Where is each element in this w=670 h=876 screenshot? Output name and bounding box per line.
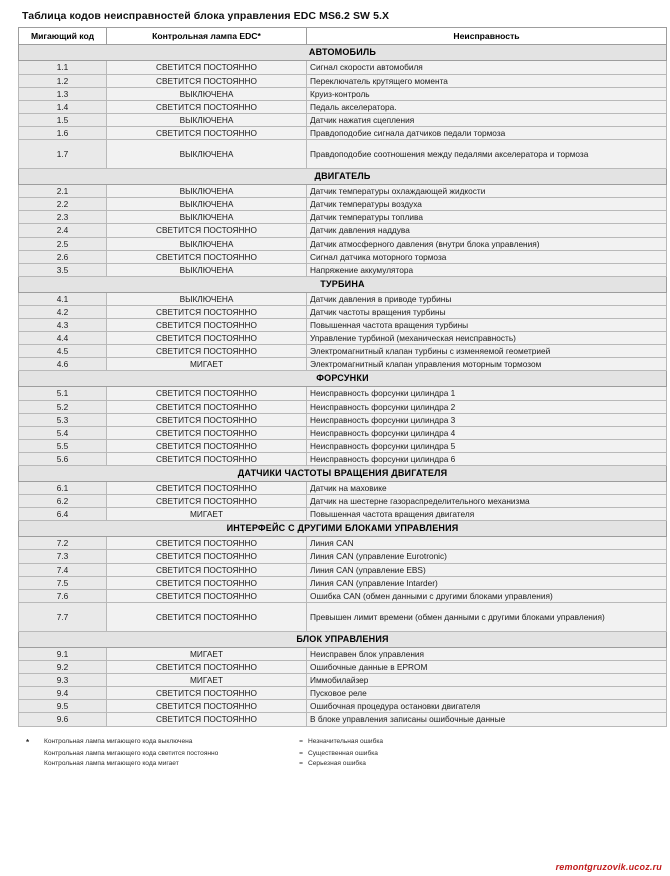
cell-fault: Неисправность форсунки цилиндра 4 xyxy=(307,426,667,439)
cell-fault: Датчик частоты вращения турбины xyxy=(307,305,667,318)
table-row xyxy=(19,713,667,726)
table-row xyxy=(19,452,667,465)
column-header-code: Мигающий код xyxy=(19,28,107,45)
cell-lamp: СВЕТИТСЯ ПОСТОЯННО xyxy=(107,700,307,713)
table-row xyxy=(19,358,667,371)
cell-code: 9.2 xyxy=(19,660,107,673)
cell-lamp: ВЫКЛЮЧЕНА xyxy=(107,198,307,211)
cell-code: 4.2 xyxy=(19,305,107,318)
table-row xyxy=(19,127,667,140)
cell-fault: Датчик атмосферного давления (внутри блока управления) xyxy=(307,237,667,250)
cell-lamp: СВЕТИТСЯ ПОСТОЯННО xyxy=(107,100,307,113)
cell-lamp: ВЫКЛЮЧЕНА xyxy=(107,113,307,126)
legend-marker: * xyxy=(26,737,30,747)
cell-lamp: ВЫКЛЮЧЕНА xyxy=(107,211,307,224)
cell-lamp: СВЕТИТСЯ ПОСТОЯННО xyxy=(107,305,307,318)
table-row xyxy=(19,413,667,426)
cell-lamp: СВЕТИТСЯ ПОСТОЯННО xyxy=(107,660,307,673)
cell-fault: Электромагнитный клапан турбины с изменяемой геометрией xyxy=(307,345,667,358)
cell-fault: Датчик температуры воздуха xyxy=(307,198,667,211)
cell-code: 9.3 xyxy=(19,674,107,687)
cell-lamp: СВЕТИТСЯ ПОСТОЯННО xyxy=(107,687,307,700)
column-header-fault: Неисправность xyxy=(307,28,667,45)
cell-fault: Сигнал датчика моторного тормоза xyxy=(307,250,667,263)
cell-code: 2.5 xyxy=(19,237,107,250)
legend-left-text: Контрольная лампа мигающего кода мигает xyxy=(44,760,179,768)
cell-code: 7.5 xyxy=(19,576,107,589)
legend-row xyxy=(26,749,660,759)
table-row xyxy=(19,100,667,113)
cell-lamp: СВЕТИТСЯ ПОСТОЯННО xyxy=(107,127,307,140)
cell-code: 4.6 xyxy=(19,358,107,371)
table-row xyxy=(19,185,667,198)
table-row xyxy=(19,292,667,305)
cell-lamp: МИГАЕТ xyxy=(107,647,307,660)
cell-fault: Неисправность форсунки цилиндра 1 xyxy=(307,387,667,400)
cell-lamp: СВЕТИТСЯ ПОСТОЯННО xyxy=(107,224,307,237)
section-label: ДВИГАТЕЛЬ xyxy=(19,169,667,185)
cell-lamp: СВЕТИТСЯ ПОСТОЯННО xyxy=(107,387,307,400)
cell-fault: Неисправность форсунки цилиндра 6 xyxy=(307,452,667,465)
cell-code: 6.1 xyxy=(19,482,107,495)
cell-lamp: МИГАЕТ xyxy=(107,508,307,521)
table-row xyxy=(19,319,667,332)
section-label: БЛОК УПРАВЛЕНИЯ xyxy=(19,631,667,647)
table-row xyxy=(19,74,667,87)
cell-fault: Неисправен блок управления xyxy=(307,647,667,660)
watermark: remontgruzovik.ucoz.ru xyxy=(555,862,662,872)
cell-lamp: СВЕТИТСЯ ПОСТОЯННО xyxy=(107,74,307,87)
cell-lamp: СВЕТИТСЯ ПОСТОЯННО xyxy=(107,576,307,589)
cell-code: 2.3 xyxy=(19,211,107,224)
table-section-row xyxy=(19,371,667,387)
table-row xyxy=(19,332,667,345)
legend-left-text: Контрольная лампа мигающего кода светится постоянно xyxy=(44,749,219,757)
cell-fault: Линия CAN (управление Intarder) xyxy=(307,576,667,589)
cell-fault: Неисправность форсунки цилиндра 3 xyxy=(307,413,667,426)
cell-code: 1.2 xyxy=(19,74,107,87)
cell-lamp: ВЫКЛЮЧЕНА xyxy=(107,87,307,100)
cell-code: 1.7 xyxy=(19,140,107,169)
table-section-row xyxy=(19,276,667,292)
cell-fault: Неисправность форсунки цилиндра 5 xyxy=(307,439,667,452)
cell-lamp: СВЕТИТСЯ ПОСТОЯННО xyxy=(107,332,307,345)
cell-code: 2.4 xyxy=(19,224,107,237)
section-label: ДАТЧИКИ ЧАСТОТЫ ВРАЩЕНИЯ ДВИГАТЕЛЯ xyxy=(19,466,667,482)
table-row xyxy=(19,482,667,495)
cell-fault: Электромагнитный клапан управления моторным тормозом xyxy=(307,358,667,371)
cell-code: 2.1 xyxy=(19,185,107,198)
cell-fault: Напряжение аккумулятора xyxy=(307,263,667,276)
legend-right-text: Серьезная ошибка xyxy=(308,760,366,768)
cell-fault: Датчик температуры топлива xyxy=(307,211,667,224)
table-row xyxy=(19,250,667,263)
table-row xyxy=(19,140,667,169)
table-section-row xyxy=(19,169,667,185)
cell-code: 4.1 xyxy=(19,292,107,305)
cell-code: 7.2 xyxy=(19,537,107,550)
cell-code: 5.1 xyxy=(19,387,107,400)
legend xyxy=(26,737,660,770)
cell-lamp: СВЕТИТСЯ ПОСТОЯННО xyxy=(107,602,307,631)
cell-fault: Датчик на маховике xyxy=(307,482,667,495)
cell-fault: Линия CAN (управление Eurotronic) xyxy=(307,550,667,563)
cell-fault: Пусковое реле xyxy=(307,687,667,700)
cell-code: 7.3 xyxy=(19,550,107,563)
table-row xyxy=(19,198,667,211)
cell-code: 1.1 xyxy=(19,61,107,74)
table-row xyxy=(19,700,667,713)
table-row xyxy=(19,113,667,126)
cell-code: 4.5 xyxy=(19,345,107,358)
cell-fault: Датчик нажатия сцепления xyxy=(307,113,667,126)
table-row xyxy=(19,237,667,250)
legend-right-text: Незначительная ошибка xyxy=(308,737,384,745)
table-row xyxy=(19,576,667,589)
table-row xyxy=(19,687,667,700)
table-row xyxy=(19,537,667,550)
table-row xyxy=(19,508,667,521)
cell-lamp: СВЕТИТСЯ ПОСТОЯННО xyxy=(107,713,307,726)
cell-lamp: СВЕТИТСЯ ПОСТОЯННО xyxy=(107,589,307,602)
table-row xyxy=(19,563,667,576)
cell-code: 9.1 xyxy=(19,647,107,660)
cell-fault: Иммобилайзер xyxy=(307,674,667,687)
cell-fault: Линия CAN xyxy=(307,537,667,550)
section-label: ТУРБИНА xyxy=(19,276,667,292)
table-row xyxy=(19,602,667,631)
cell-fault: Датчик температуры охлаждающей жидкости xyxy=(307,185,667,198)
cell-fault: Превышен лимит времени (обмен данными с другими блоками управления) xyxy=(307,602,667,631)
cell-fault: Неисправность форсунки цилиндра 2 xyxy=(307,400,667,413)
cell-lamp: СВЕТИТСЯ ПОСТОЯННО xyxy=(107,452,307,465)
table-row xyxy=(19,400,667,413)
legend-row xyxy=(26,759,660,769)
cell-fault: Датчик давления наддува xyxy=(307,224,667,237)
cell-code: 5.5 xyxy=(19,439,107,452)
cell-code: 1.5 xyxy=(19,113,107,126)
table-row xyxy=(19,589,667,602)
table-row xyxy=(19,345,667,358)
cell-lamp: СВЕТИТСЯ ПОСТОЯННО xyxy=(107,319,307,332)
legend-equals: = xyxy=(299,760,303,768)
cell-code: 5.6 xyxy=(19,452,107,465)
table-row xyxy=(19,87,667,100)
cell-fault: Ошибочные данные в EPROM xyxy=(307,660,667,673)
cell-fault: Круиз-контроль xyxy=(307,87,667,100)
table-section-row xyxy=(19,521,667,537)
cell-lamp: СВЕТИТСЯ ПОСТОЯННО xyxy=(107,439,307,452)
legend-right-text: Существенная ошибка xyxy=(308,749,378,757)
cell-lamp: ВЫКЛЮЧЕНА xyxy=(107,237,307,250)
table-section-row xyxy=(19,466,667,482)
cell-code: 1.6 xyxy=(19,127,107,140)
cell-lamp: СВЕТИТСЯ ПОСТОЯННО xyxy=(107,61,307,74)
cell-code: 2.2 xyxy=(19,198,107,211)
cell-fault: В блоке управления записаны ошибочные данные xyxy=(307,713,667,726)
cell-lamp: СВЕТИТСЯ ПОСТОЯННО xyxy=(107,563,307,576)
table-row xyxy=(19,439,667,452)
cell-code: 9.4 xyxy=(19,687,107,700)
table-section-row xyxy=(19,631,667,647)
cell-fault: Правдоподобие соотношения между педалями акселератора и тормоза xyxy=(307,140,667,169)
table-row xyxy=(19,660,667,673)
cell-lamp: ВЫКЛЮЧЕНА xyxy=(107,292,307,305)
table-row xyxy=(19,495,667,508)
cell-code: 1.3 xyxy=(19,87,107,100)
cell-lamp: СВЕТИТСЯ ПОСТОЯННО xyxy=(107,345,307,358)
cell-lamp: ВЫКЛЮЧЕНА xyxy=(107,185,307,198)
cell-fault: Сигнал скорости автомобиля xyxy=(307,61,667,74)
section-label: АВТОМОБИЛЬ xyxy=(19,45,667,61)
cell-fault: Ошибочная процедура остановки двигателя xyxy=(307,700,667,713)
cell-fault: Датчик на шестерне газораспределительного механизма xyxy=(307,495,667,508)
cell-lamp: СВЕТИТСЯ ПОСТОЯННО xyxy=(107,482,307,495)
cell-lamp: МИГАЕТ xyxy=(107,358,307,371)
cell-fault: Управление турбиной (механическая неисправность) xyxy=(307,332,667,345)
cell-code: 3.5 xyxy=(19,263,107,276)
legend-left-text: Контрольная лампа мигающего кода выключена xyxy=(44,737,193,745)
legend-equals: = xyxy=(299,737,303,745)
table-header-row xyxy=(19,28,667,45)
cell-lamp: СВЕТИТСЯ ПОСТОЯННО xyxy=(107,550,307,563)
legend-equals: = xyxy=(299,749,303,757)
cell-fault: Повышенная частота вращения двигателя xyxy=(307,508,667,521)
page-title: Таблица кодов неисправностей блока управления EDC MS6.2 SW 5.X xyxy=(22,10,390,22)
table-row xyxy=(19,211,667,224)
table-body xyxy=(19,45,667,726)
cell-code: 7.7 xyxy=(19,602,107,631)
fault-codes-table xyxy=(18,27,667,727)
cell-code: 9.6 xyxy=(19,713,107,726)
cell-code: 5.4 xyxy=(19,426,107,439)
cell-code: 1.4 xyxy=(19,100,107,113)
cell-fault: Повышенная частота вращения турбины xyxy=(307,319,667,332)
table-row xyxy=(19,387,667,400)
cell-fault: Правдоподобие сигнала датчиков педали тормоза xyxy=(307,127,667,140)
cell-lamp: ВЫКЛЮЧЕНА xyxy=(107,263,307,276)
cell-code: 6.2 xyxy=(19,495,107,508)
cell-lamp: СВЕТИТСЯ ПОСТОЯННО xyxy=(107,413,307,426)
cell-fault: Переключатель крутящего момента xyxy=(307,74,667,87)
column-header-lamp: Контрольная лампа EDC* xyxy=(107,28,307,45)
cell-lamp: СВЕТИТСЯ ПОСТОЯННО xyxy=(107,400,307,413)
cell-fault: Ошибка CAN (обмен данными с другими блоками управления) xyxy=(307,589,667,602)
cell-lamp: МИГАЕТ xyxy=(107,674,307,687)
cell-fault: Датчик давления в приводе турбины xyxy=(307,292,667,305)
legend-row xyxy=(26,737,660,749)
cell-code: 2.6 xyxy=(19,250,107,263)
table-row xyxy=(19,224,667,237)
cell-code: 5.2 xyxy=(19,400,107,413)
table-row xyxy=(19,426,667,439)
cell-code: 4.3 xyxy=(19,319,107,332)
cell-lamp: СВЕТИТСЯ ПОСТОЯННО xyxy=(107,537,307,550)
cell-lamp: СВЕТИТСЯ ПОСТОЯННО xyxy=(107,495,307,508)
table-row xyxy=(19,263,667,276)
table-row xyxy=(19,305,667,318)
cell-fault: Линия CAN (управление EBS) xyxy=(307,563,667,576)
cell-code: 5.3 xyxy=(19,413,107,426)
cell-code: 9.5 xyxy=(19,700,107,713)
cell-code: 7.4 xyxy=(19,563,107,576)
section-label: ФОРСУНКИ xyxy=(19,371,667,387)
table-row xyxy=(19,674,667,687)
table-row xyxy=(19,647,667,660)
cell-code: 4.4 xyxy=(19,332,107,345)
cell-lamp: СВЕТИТСЯ ПОСТОЯННО xyxy=(107,250,307,263)
cell-fault: Педаль акселератора. xyxy=(307,100,667,113)
table-row xyxy=(19,61,667,74)
section-label: ИНТЕРФЕЙС С ДРУГИМИ БЛОКАМИ УПРАВЛЕНИЯ xyxy=(19,521,667,537)
cell-code: 7.6 xyxy=(19,589,107,602)
cell-lamp: ВЫКЛЮЧЕНА xyxy=(107,140,307,169)
cell-code: 6.4 xyxy=(19,508,107,521)
table-row xyxy=(19,550,667,563)
table-section-row xyxy=(19,45,667,61)
cell-lamp: СВЕТИТСЯ ПОСТОЯННО xyxy=(107,426,307,439)
